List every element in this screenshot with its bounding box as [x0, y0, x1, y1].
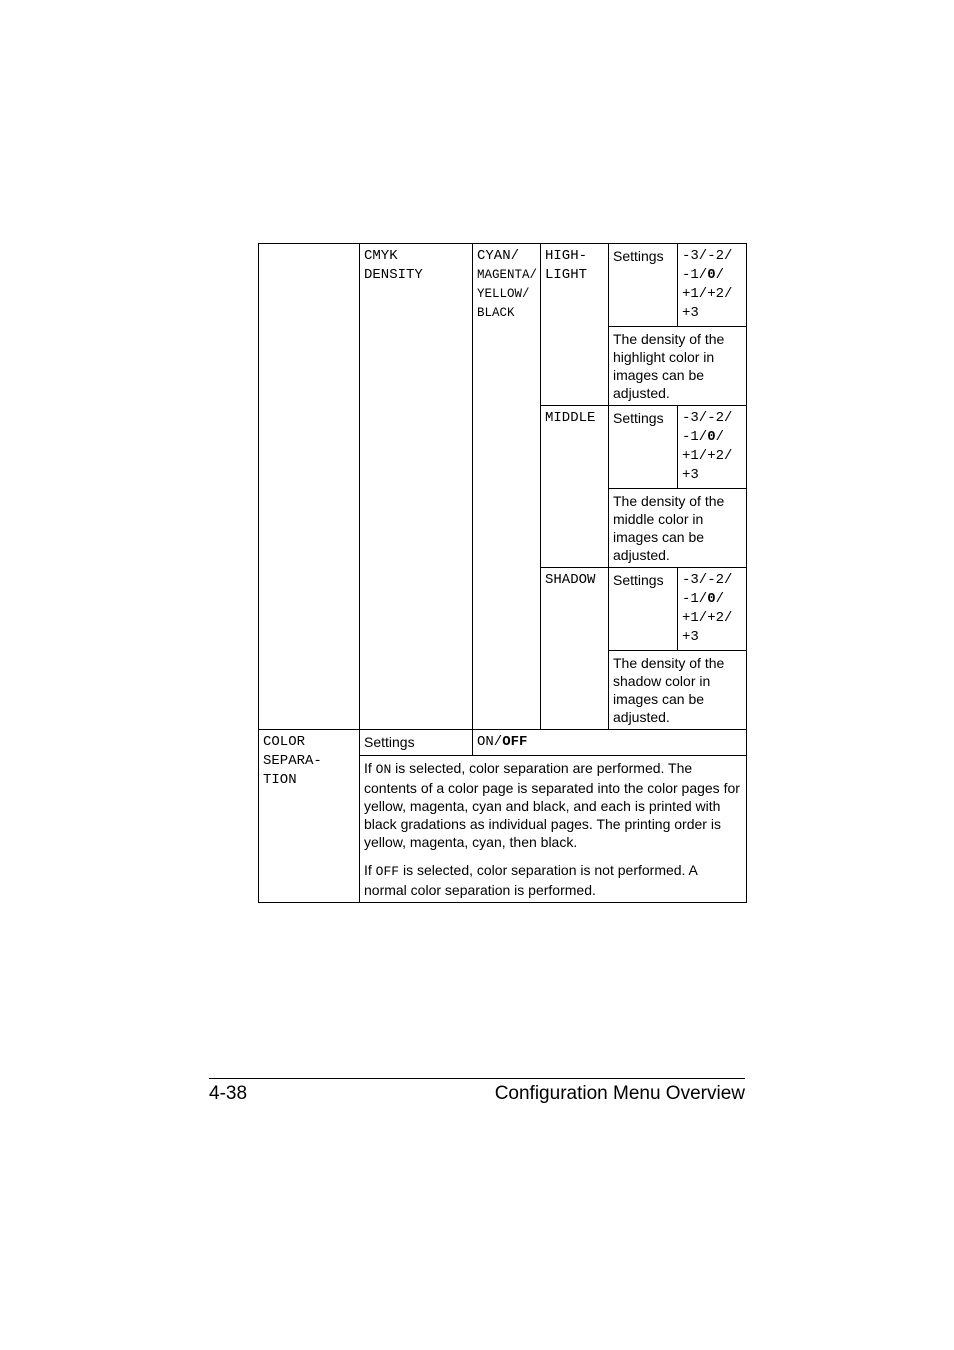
- text-part: is selected, color separation are performed. The contents of a color page is separated into the color pages for yellow, magenta, cyan and black, and each is printed with black gradations as individual pages. The printing order is yellow, magenta, cyan, then black.: [364, 760, 740, 850]
- color-separation-label: [259, 730, 360, 903]
- section-title: Configuration Menu Overview: [494, 1083, 745, 1104]
- color-group-line: BLACK: [477, 306, 515, 320]
- text-part: If: [364, 862, 376, 878]
- highlight-label-line: HIGH-: [545, 248, 588, 264]
- highlight-label: [541, 244, 609, 406]
- cmyk-density-line: DENSITY: [364, 267, 423, 283]
- shadow-settings-label: Settings: [609, 568, 678, 651]
- value-line: -3/-2/: [682, 248, 733, 264]
- middle-settings-label: Settings: [609, 406, 678, 489]
- color-separation-description: [360, 756, 747, 903]
- highlight-settings-label: Settings: [609, 244, 678, 327]
- value-line: +1/+2/: [682, 448, 733, 464]
- off-description: [364, 861, 742, 899]
- middle-label-line: MIDDLE: [545, 410, 596, 426]
- on-code: ON: [375, 762, 392, 777]
- color-group-line: MAGENTA/: [477, 268, 538, 282]
- value-line: [682, 266, 742, 285]
- color-separation-line: SEPARA-: [263, 753, 322, 769]
- value-line: +3: [682, 467, 699, 483]
- value-part: /: [715, 267, 725, 283]
- color-separation-line: COLOR: [263, 734, 306, 750]
- value-part: -1/: [682, 429, 708, 445]
- middle-label: [541, 406, 609, 568]
- color-separation-settings-label: Settings: [360, 730, 473, 756]
- value-line: -3/-2/: [682, 410, 733, 426]
- shadow-description: The density of the shadow color in images can be adjusted.: [609, 651, 747, 730]
- shadow-label: [541, 568, 609, 730]
- color-separation-values: [473, 730, 747, 756]
- text-part: is selected, color separation is not performed. A normal color separation is performed.: [364, 862, 698, 898]
- highlight-settings-values: [678, 244, 747, 327]
- shadow-settings-values: [678, 568, 747, 651]
- middle-description: The density of the middle color in images can be adjusted.: [609, 489, 747, 568]
- default-value: 0: [707, 429, 716, 445]
- color-group-line: CYAN/: [477, 248, 520, 264]
- value-part: -1/: [682, 591, 708, 607]
- value-part: /: [715, 591, 725, 607]
- off-default-value: OFF: [502, 734, 528, 750]
- on-description: [364, 759, 742, 851]
- empty-menu-cell: [259, 244, 360, 730]
- footer-divider: [209, 1078, 745, 1079]
- value-part: /: [715, 429, 725, 445]
- value-line: -3/-2/: [682, 572, 733, 588]
- value-line: +1/+2/: [682, 610, 733, 626]
- page-number: 4-38: [209, 1083, 248, 1104]
- color-group-label: [473, 244, 541, 730]
- off-code: OFF: [375, 864, 400, 879]
- cmyk-density-line: CMYK: [364, 248, 398, 264]
- value-line: [682, 428, 742, 447]
- default-value: 0: [707, 591, 716, 607]
- value-line: +1/+2/: [682, 286, 733, 302]
- value-part: -1/: [682, 267, 708, 283]
- value-line: [682, 590, 742, 609]
- configuration-menu-table: [258, 243, 747, 903]
- value-line: +3: [682, 629, 699, 645]
- color-separation-line: TION: [263, 772, 297, 788]
- shadow-label-line: SHADOW: [545, 572, 596, 588]
- highlight-description: The density of the highlight color in images can be adjusted.: [609, 327, 747, 406]
- highlight-label-line: LIGHT: [545, 267, 588, 283]
- on-value: ON/: [477, 734, 503, 750]
- value-line: +3: [682, 305, 699, 321]
- default-value: 0: [707, 267, 716, 283]
- middle-settings-values: [678, 406, 747, 489]
- color-group-line: YELLOW/: [477, 287, 530, 301]
- cmyk-density-label: [360, 244, 473, 730]
- text-part: If: [364, 760, 376, 776]
